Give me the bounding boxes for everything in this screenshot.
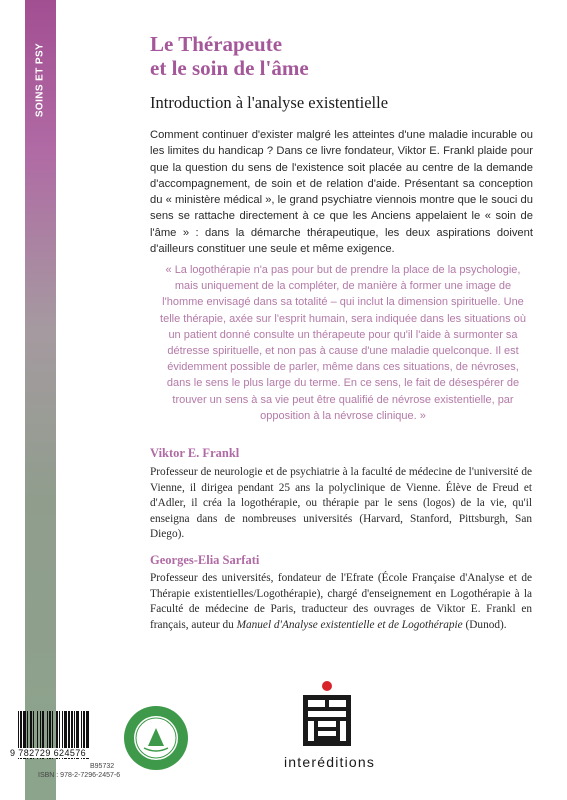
barcode-code: B95732 [90,763,115,770]
book-title-line-1: Le Thérapeute [150,32,283,56]
author-bio-sarfati: Professeur des universités, fondateur de l'Efrate (École Française d'Analyse et de Thérapie existentielles/Logothérapie), chargé d'enseignement en Logothérapie à la Faculté de médecine de Paris, traducteur des ouvrages de Viktor E. Frankl en français, auteur du Manuel d'Analyse existentielle et de Logothérapie (Dunod). [150,572,532,631]
publisher-name: interéditions [284,754,376,770]
spine-label: SOINS ET PSY [34,42,46,118]
manual-title: Manuel d'Analyse existentielle et de Logothérapie [236,618,463,631]
interedition-logo-icon [300,680,354,748]
author-name-sarfati: Georges-Elia Sarfati [150,553,260,567]
author-name-frankl: Viktor E. Frankl [150,446,240,460]
intro-paragraph: Comment continuer d'exister malgré les atteintes d'une maladie incurable ou les limites du handicap ? Dans ce livre fondateur, Viktor E. Frankl plaide pour que la question du sens de l'existence soit placée au centre de la demande d'accompagnement, de soin et de relation d'aide. Présentant sa conception du « ministère médical », le grand psychiatre viennois montre que le souci du sens se rattache directement à ce que les Anciens appelaient le « soin de l'âme » : dans la démarche thérapeutique, les deux aspirations doivent d'ailleurs constituer une seule et même exigence. [150,129,533,256]
isbn: ISBN : 978-2-7296-2457-6 [38,772,121,779]
book-subtitle: Introduction à l'analyse existentielle [150,93,389,112]
imprim-vert-seal-icon [122,704,190,772]
barcode-number: 9 782729 624576 [10,748,128,758]
quote-paragraph: « La logothérapie n'a pas pour but de prendre la place de la psychologie, mais uniquement de la compléter, de manière à former une image de l'homme envisagé dans sa totalité – qui inclut la dimension spirituelle. Une telle thérapie, axée sur l'esprit humain, sera indiquée dans les situations où un patient donné consulte un thérapeute pour qu'il l'aide à surmonter sa détresse spirituelle, et non pas à cause d'une maladie quelconque. Il est évidemment possible de parler, même dans ces situations, de névroses, dans le sens le plus large du terme. En ce sens, le fait de désespérer de trouver un sens à sa vie peut être qualifié de névrose existentielle, par opposition à la névrose clinique. » [160,264,526,422]
book-title [150,32,309,80]
author-bio-frankl: Professeur de neurologie et de psychiatrie à la faculté de médecine de l'université de Vienne, il dirigea pendant 25 ans la polyclinique de Vienne. Élève de Freud et d'Adler, il créa la logothérapie, ou thérapie par le sens (logos) de la vie, qu'il enseigna dans de nombreuses universités (Harvard, Stanford, Pittsburgh, San Diego). [150,466,532,541]
book-title-line-2: et le soin de l'âme [150,56,309,80]
